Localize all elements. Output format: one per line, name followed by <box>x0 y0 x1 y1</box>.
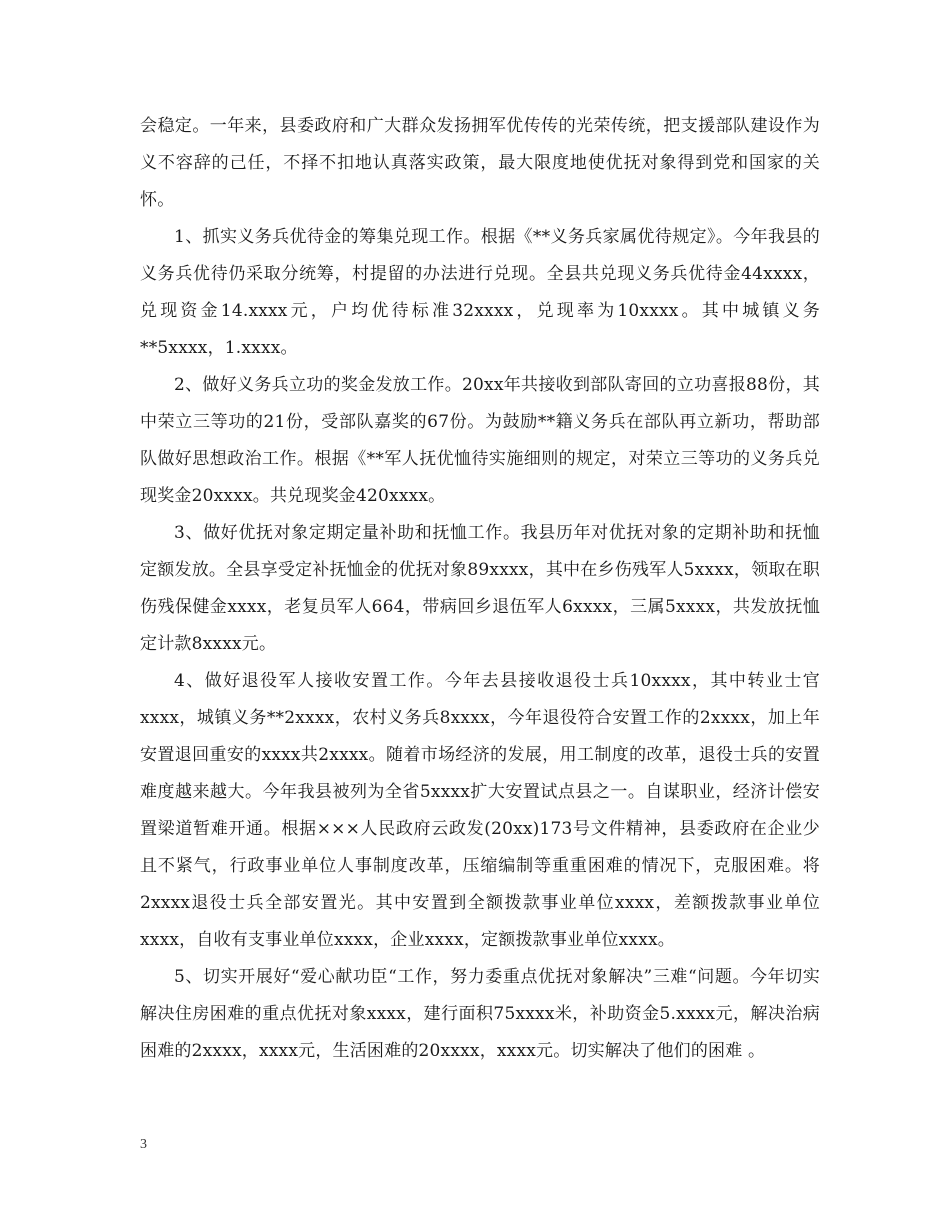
paragraph-item-5: 5、切实开展好“爱心献功臣“工作，努力委重点优抚对象解决”三难“问题。今年切实解决住房困难的重点优抚对象xxxx，建行面积75xxxx米，补助资金5.xxxx元，解决治病困难的2xxxx，xxxx元，生活困难的20xxxx，xxxx元。切实解决了他们的困难 。 <box>140 967 820 1061</box>
paragraph-item-4: 4、做好退役军人接收安置工作。今年去县接收退役士兵10xxxx，其中转业士官xxxx，城镇义务**2xxxx，农村义务兵8xxxx，今年退役符合安置工作的2xxxx，加上年安置退回重安的xxxx共2xxxx。随着市场经济的发展，用工制度的改革，退役士兵的安置难度越来越大。今年我县被列为全省5xxxx扩大安置试点县之一。自谋职业，经济计偿安置梁道暂难开通。根据×××人民政府云政发(20xx)173号文件精神，县委政府在企业少且不紧气，行政事业单位人事制度改革，压缩编制等重重困难的情况下，克服困难。将2xxxx退役士兵全部安置光。其中安置到全额拨款事业单位xxxx，差额拨款事业单位xxxx，自收有支事业单位xxxx，企业xxxx，定额拨款事业单位xxxx。 <box>140 671 820 950</box>
paragraph-item-1: 1、抓实义务兵优待金的筹集兑现工作。根据《**义务兵家属优待规定》。今年我县的义务兵优待仍采取分统筹，村提留的办法进行兑现。全县共兑现义务兵优待金44xxxx，兑现资金14.xxxx元，户均优待标准32xxxx，兑现率为10xxxx。其中城镇义务**5xxxx，1.xxxx。 <box>140 227 820 358</box>
paragraph-item-2: 2、做好义务兵立功的奖金发放工作。20xx年共接收到部队寄回的立功喜报88份，其中荣立三等功的21份，受部队嘉奖的67份。为鼓励**籍义务兵在部队再立新功，帮助部队做好思想政治工作。根据《**军人抚优恤待实施细则的规定，对荣立三等功的义务兵兑现奖金20xxxx。共兑现奖金420xxxx。 <box>140 375 820 506</box>
paragraph-intro: 会稳定。一年来，县委政府和广大群众发扬拥军优传传的光荣传统，把支援部队建设作为义不容辞的己任，不择不扣地认真落实政策，最大限度地使优抚对象得到党和国家的关怀。 <box>140 116 820 210</box>
page-number: 3 <box>140 1137 147 1152</box>
document-body <box>140 108 820 1070</box>
paragraph-item-3: 3、做好优抚对象定期定量补助和抚恤工作。我县历年对优抚对象的定期补助和抚恤定额发放。全县享受定补抚恤金的优抚对象89xxxx，其中在乡伤残军人5xxxx，领取在职伤残保健金xxxx，老复员军人664，带病回乡退伍军人6xxxx，三属5xxxx，共发放抚恤定计款8xxxx元。 <box>140 523 820 654</box>
